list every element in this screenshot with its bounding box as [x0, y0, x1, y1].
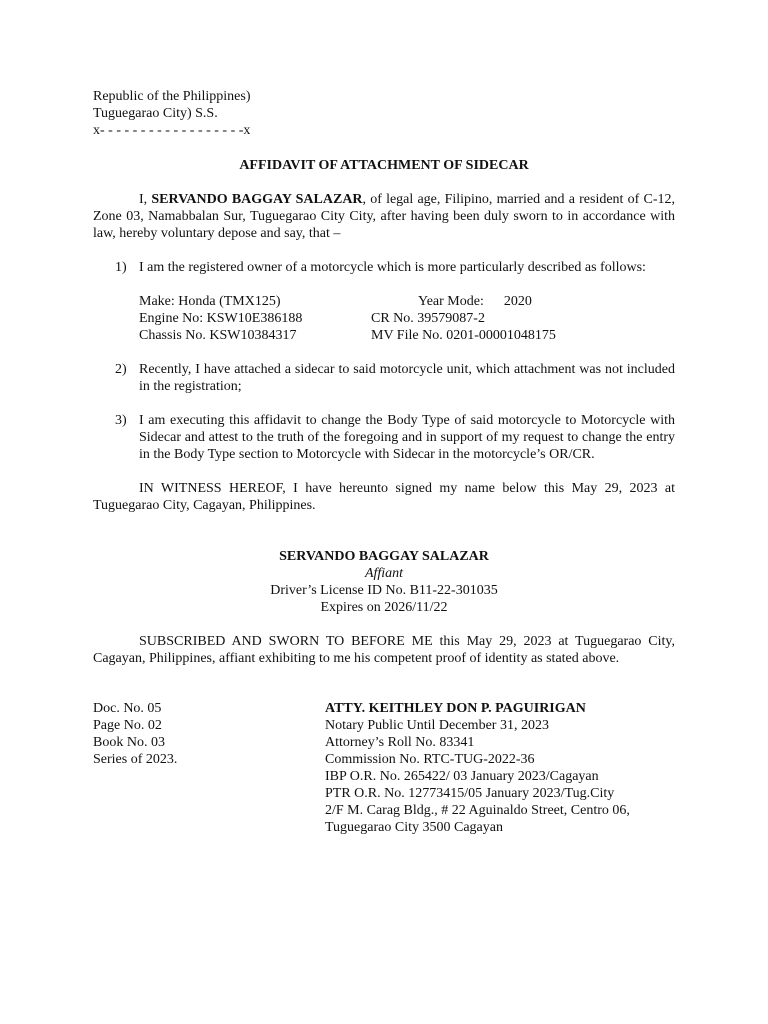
spec-make: Make: Honda (TMX125): [139, 294, 281, 309]
affiant-signature-block: [93, 548, 675, 616]
witness-paragraph: IN WITNESS HEREOF, I have hereunto signed my name below this May 29, 2023 at Tuguegarao City, Cagayan, Philippines.: [93, 481, 675, 513]
spec-year-value: 2020: [503, 294, 532, 309]
intro-mid: , of legal age, Filipino, married and a resident of C-12, Zone 03, Namabbalan Sur,: [93, 192, 675, 224]
notary-ptr: PTR O.R. No. 12773415/05 January 2023/Tug.City: [325, 786, 615, 801]
list-item: [93, 259, 675, 344]
venue-separator: x- - - - - - - - - - - - - - - - - -x: [93, 123, 251, 138]
list-item: [93, 361, 675, 395]
intro-city: Tuguegarao City: [249, 209, 345, 224]
notary-commission-number: Commission No. RTC-TUG-2022-36: [325, 752, 535, 767]
notarial-register: [93, 700, 325, 836]
notary-roll-number: Attorney’s Roll No. 83341: [325, 735, 475, 750]
notary-commission-until: Notary Public Until December 31, 2023: [325, 718, 549, 733]
spec-engine: Engine No: KSW10E386188: [139, 311, 303, 326]
venue-republic: Republic of the Philippines): [93, 89, 251, 104]
item-number: 2): [115, 362, 127, 377]
notary-block: [93, 700, 675, 836]
notary-details: [325, 700, 630, 836]
notary-address-2: Tuguegarao City 3500 Cagayan: [325, 820, 503, 835]
spec-chassis: Chassis No. KSW10384317: [139, 328, 297, 343]
page-number: Page No. 02: [93, 718, 162, 733]
document-title: AFFIDAVIT OF ATTACHMENT OF SIDECAR: [239, 158, 529, 173]
spec-cr: CR No. 39579087-2: [371, 311, 485, 326]
motorcycle-specs: [139, 293, 675, 344]
venue-city: Tuguegarao City) S.S.: [93, 106, 218, 121]
notary-name: ATTY. KEITHLEY DON P. PAGUIRIGAN: [325, 701, 586, 716]
item-number: 1): [115, 260, 127, 275]
series-year: Series of 2023.: [93, 752, 178, 767]
jurat-paragraph: SUBSCRIBED AND SWORN TO BEFORE ME this May 29, 2023 at Tuguegarao City, Cagayan, Philippines, affiant exhibiting to me his competent proof of identity as stated above.: [93, 634, 675, 666]
item-text: Recently, I have attached a sidecar to said motorcycle unit, which attachment was not included in the registration;: [139, 362, 675, 394]
license-expiry: Expires on 2026/11/22: [320, 600, 448, 615]
book-number: Book No. 03: [93, 735, 165, 750]
item-text: I am the registered owner of a motorcycle which is more particularly described as follows:: [139, 260, 646, 275]
item-text: I am executing this affidavit to change the Body Type of said motorcycle to Motorcycle with Sidecar and attest to the truth of the foregoing and in support of my request to change the entry in the Body Type section to Motorcycle with Sidecar in the motorcycle’s OR/CR.: [139, 413, 675, 462]
intro-pre: I,: [139, 192, 152, 207]
item-number: 3): [115, 413, 127, 428]
spec-year-label: Year Mode:: [418, 294, 484, 309]
intro-paragraph: [93, 191, 675, 242]
affidavit-document: [93, 88, 675, 836]
affiant-role: Affiant: [364, 566, 404, 581]
intro-post: City, after having been duly sworn to in accordance with law, hereby voluntary depose and say, that –: [93, 209, 675, 241]
affiant-name: SERVANDO BAGGAY SALAZAR: [279, 549, 489, 564]
list-item: [93, 412, 675, 463]
notary-ibp: IBP O.R. No. 265422/ 03 January 2023/Cagayan: [325, 769, 599, 784]
affiant-name-inline: SERVANDO BAGGAY SALAZAR: [151, 192, 363, 207]
venue-block: [93, 88, 675, 139]
notary-address-1: 2/F M. Carag Bldg., # 22 Aguinaldo Street, Centro 06,: [325, 803, 630, 818]
driver-license: Driver’s License ID No. B11-22-301035: [270, 583, 498, 598]
statement-list: [93, 259, 675, 463]
doc-number: Doc. No. 05: [93, 701, 162, 716]
spec-mv-file: MV File No. 0201-00001048175: [371, 328, 556, 343]
